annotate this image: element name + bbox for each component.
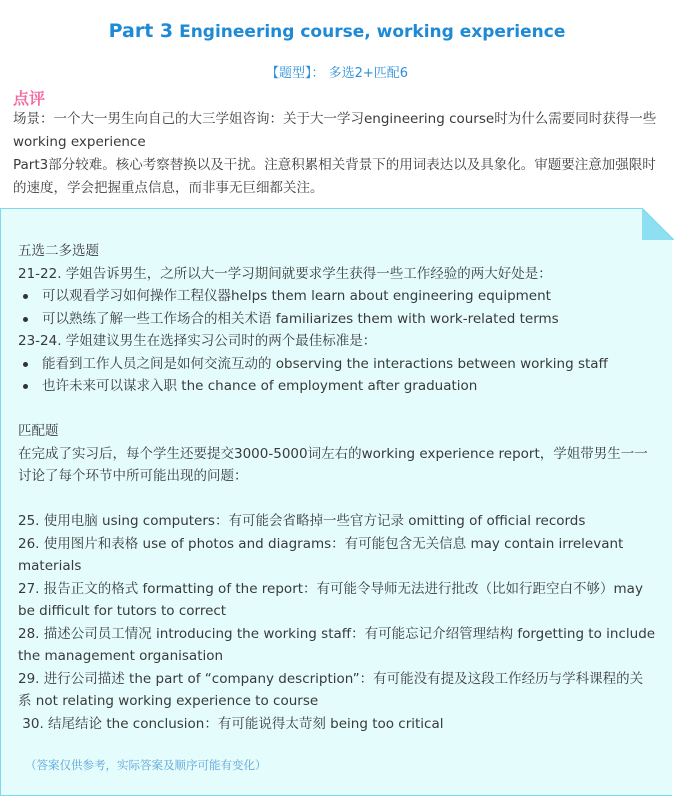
review-heading: 点评 <box>13 89 46 108</box>
match-item-27: 27. 报告正文的格式 formatting of the report：有可能令导师无法进行批改（比如行距空白不够）may be difficult for tutors to correct <box>18 580 643 619</box>
mc-title: 五选二多选题 <box>18 243 99 259</box>
page-fold-corner <box>642 208 674 240</box>
title-text: Engineering course, working experience <box>179 22 566 42</box>
match-item-29: 29. 进行公司描述 the part of “company description”：有可能没有提及这段工作经历与学科课程的关系 not relating working experience to course <box>18 670 644 709</box>
list-item: 能看到工作人员之间是如何交流互动的 observing the interactions between working staff <box>18 353 658 376</box>
q1-bullet-list <box>18 285 658 330</box>
answer-note: （答案仅供参考，实际答案及顺序可能有变化） <box>25 758 267 772</box>
question-23-24: 23-24. 学姐建议男生在选择实习公司时的两个最佳标准是： <box>18 333 377 349</box>
match-item-30: 30. 结尾结论 the conclusion：有可能说得太苛刻 being too critical <box>18 715 444 732</box>
q2-bullet-list <box>18 353 658 398</box>
review-scene: 场景：一个大一男生向自己的大三学姐咨询：关于大一学习engineering course时为什么需要同时获得一些working experience <box>13 111 657 150</box>
review-analysis: Part3部分较难。核心考察替换以及干扰。注意积累相关背景下的用词表达以及具象化。审题要注意加强限时的速度，学会把握重点信息，而非事无巨细都关注。 <box>13 157 656 196</box>
card-content <box>18 240 658 735</box>
match-intro: 在完成了实习后，每个学生还要提交3000-5000词左右的working experience report，学姐带男生一一讨论了每个环节中所可能出现的问题： <box>18 445 648 484</box>
match-item-28: 28. 描述公司员工情况 introducing the working staff：有可能忘记介绍管理结构 forgetting to include the management organisation <box>18 625 656 664</box>
list-item: 可以熟练了解一些工作场合的相关术语 familiarizes them with work-related terms <box>18 308 658 331</box>
question-21-22: 21-22. 学姐告诉男生，之所以大一学习期间就要求学生获得一些工作经验的两大好处是： <box>18 265 552 282</box>
list-item: 可以观看学习如何操作工程仪器helps them learn about engineering equipment <box>18 285 658 308</box>
list-item: 也许未来可以谋求入职 the chance of employment after graduation <box>18 375 658 398</box>
question-type: 【题型】： 多选2+匹配6 <box>265 66 409 81</box>
match-title: 匹配题 <box>18 423 59 439</box>
match-item-25: 25. 使用电脑 using computers：有可能会省略掉一些官方记录 omitting of official records <box>18 513 586 529</box>
review-body <box>13 108 663 200</box>
title-part: Part 3 <box>108 20 174 42</box>
match-item-26: 26. 使用图片和表格 use of photos and diagrams：有可能包含无关信息 may contain irrelevant materials <box>18 535 624 574</box>
page-title <box>0 20 674 42</box>
